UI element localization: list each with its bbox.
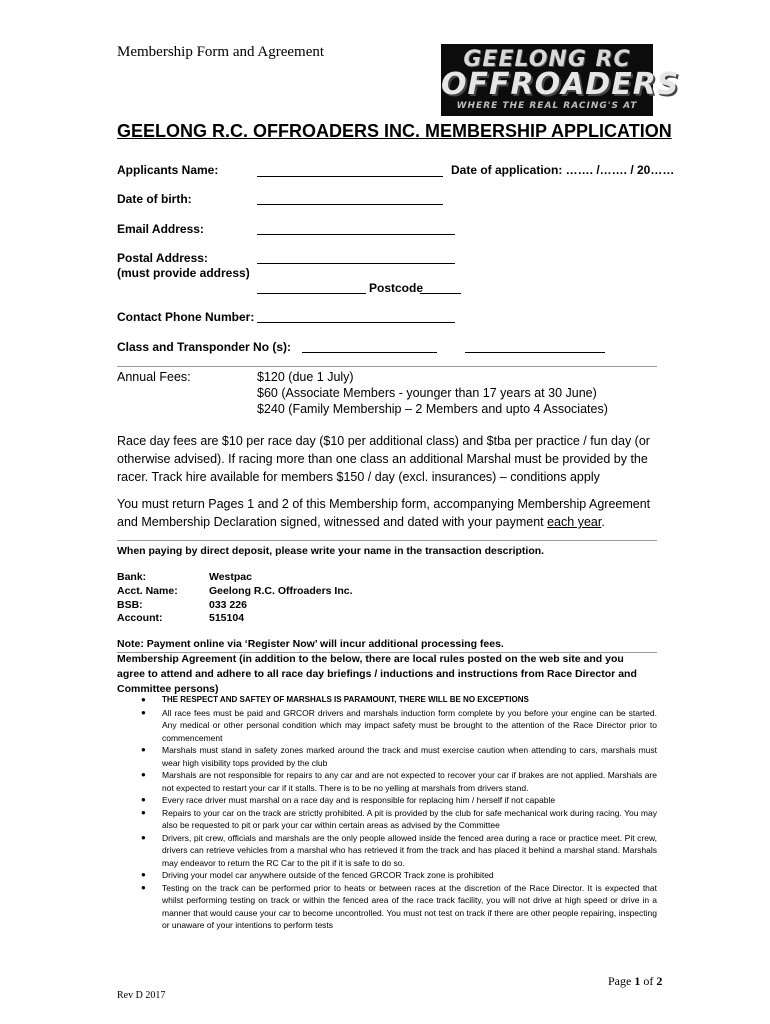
postcode-field[interactable] — [420, 281, 461, 294]
rule-item — [117, 882, 657, 932]
fee-item: $240 (Family Membership – 2 Members and upto 4 Associates) — [257, 402, 608, 416]
bsb-label: BSB: — [117, 599, 143, 611]
fee-item: $60 (Associate Members - younger than 17 years at 30 June) — [257, 386, 597, 400]
applicant-name-field[interactable] — [257, 164, 443, 177]
geelong-rc-logo — [441, 44, 680, 116]
account-value: 515104 — [209, 612, 245, 624]
page-prefix: Page — [608, 974, 635, 988]
rule-item — [117, 832, 657, 870]
rule-text: Repairs to your car on the track are strictly prohibited. A pit is provided by the club for safe mechanical work during racing. You may also be requested to pit or park your car within certain areas as advised by the Committee — [162, 807, 657, 830]
rule-item — [117, 744, 657, 769]
acct-name-value: Geelong R.C. Offroaders Inc. — [209, 585, 353, 597]
email-label: Email Address: — [117, 222, 204, 236]
rule-item — [117, 807, 657, 832]
postal-address-label: Postal Address: — [117, 251, 208, 265]
rule-text: THE RESPECT AND SAFTEY OF MARSHALS IS PARAMOUNT, THERE WILL BE NO EXCEPTIONS — [162, 695, 529, 704]
rule-item — [117, 707, 657, 745]
bank-value: Westpac — [209, 571, 252, 583]
bullet-icon: ● — [141, 832, 146, 842]
page-number — [608, 974, 662, 989]
bullet-icon: ● — [141, 695, 146, 704]
divider — [117, 540, 657, 541]
bullet-icon: ● — [141, 745, 146, 754]
dob-label: Date of birth: — [117, 192, 192, 206]
logo-tagline: WHERE THE REAL RACING'S AT — [456, 101, 638, 111]
bank-label: Bank: — [117, 571, 147, 583]
postal-address-note: (must provide address) — [117, 266, 250, 280]
bullet-icon: ● — [141, 795, 146, 804]
race-day-fees-text: Race day fees are $10 per race day ($10 per additional class) and $tba per practice / fun day (or otherwise advised). If racing more than one class an additional Marshal must be provided by the racer. Track hire available for members $150 / day (excl. insurances) – conditions apply — [117, 434, 650, 484]
email-field[interactable] — [257, 222, 455, 235]
rule-text: Every race driver must marshal on a race day and is responsible for replacing him / herself if not capable — [162, 795, 556, 805]
deposit-note: When paying by direct deposit, please write your name in the transaction description. — [117, 545, 545, 557]
date-of-application: Date of application: ……. /……. / 20…… — [451, 163, 675, 177]
rule-item — [117, 694, 657, 707]
acct-name-label: Acct. Name: — [117, 585, 178, 597]
account-label: Account: — [117, 612, 163, 624]
page-title: GEELONG R.C. OFFROADERS INC. MEMBERSHIP APPLICATION — [117, 121, 672, 141]
fee-item: $120 (due 1 July) — [257, 370, 354, 384]
return-pages-main: You must return Pages 1 and 2 of this Membership form, accompanying Membership Agreement and Membership Declaration signed, witnessed and dated with your payment — [117, 497, 651, 529]
bullet-icon: ● — [141, 770, 146, 779]
page-total: 2 — [656, 974, 663, 988]
return-pages-emphasis: each year — [547, 515, 602, 529]
bullet-icon: ● — [141, 807, 146, 817]
dob-field[interactable] — [257, 192, 443, 205]
agreement-heading: Membership Agreement (in addition to the below, there are local rules posted on the web site and you agree to attend and adhere to all race day briefings / inductions and instructions from Race Director and Committee persons) — [117, 653, 637, 695]
postal-address-field-1[interactable] — [257, 251, 455, 264]
payment-note: Note: Payment online via ‘Register Now’ will incur additional processing fees. — [117, 638, 504, 650]
rule-text: Drivers, pit crew, officials and marshals are the only people allowed inside the fenced area during a race or practice meet. Pit crew, drivers can retrieve vehicles from a marshal who has retrieved it from the track and has placed it behind a marshal stand. Marshals may endeavor to return the RC Car to the pit if it is safe to do so. — [162, 832, 657, 868]
phone-field[interactable] — [257, 310, 455, 323]
class-field[interactable] — [302, 340, 437, 353]
rule-item — [117, 794, 657, 807]
rule-text: Testing on the track can be performed prior to heats or between races at the discretion of the Race Director. It is expected that whilst performing testing on track or within the fenced area of the race track facility, you will not drive at high speed or drive in a manner that would cause your car to become uncontrolled. You must not test on track if there are other people repairing, inspecting or unaware of your intentions to perform tests — [162, 882, 657, 930]
applicant-name-label: Applicants Name: — [117, 163, 219, 177]
rules-list — [117, 694, 657, 932]
page-mid: of — [640, 974, 657, 988]
form-header-title: Membership Form and Agreement — [117, 44, 325, 60]
logo-line1: GEELONG RC — [463, 47, 631, 72]
transponder-field[interactable] — [465, 340, 605, 353]
bullet-icon: ● — [141, 707, 146, 717]
postcode-label: Postcode — [369, 281, 424, 295]
rule-text: Marshals must stand in safety zones marked around the track and must exercise caution when attending to cars, marshals must wear high visibility tops provided by the club — [162, 745, 657, 768]
class-transponder-label: Class and Transponder No (s): — [117, 340, 292, 354]
postal-address-field-2[interactable] — [257, 281, 366, 294]
rule-item — [117, 769, 657, 794]
rule-text: All race fees must be paid and GRCOR drivers and marshals induction form complete by you before your engine can be started. Any medical or other personal condition which may impact safety must be brought to the attention of the Race Director prior to commencement — [162, 707, 657, 743]
bsb-value: 033 226 — [209, 599, 247, 611]
revision-label: Rev D 2017 — [117, 990, 166, 1001]
page-current: 1 — [634, 974, 641, 988]
phone-label: Contact Phone Number: — [117, 310, 255, 324]
logo-line2: OFFROADERS — [441, 67, 680, 102]
return-pages-text — [117, 495, 657, 531]
rule-text: Driving your model car anywhere outside of the fenced GRCOR Track zone is prohibited — [162, 870, 494, 880]
divider — [117, 366, 657, 367]
bullet-icon: ● — [141, 870, 146, 879]
annual-fees-label: Annual Fees: — [117, 370, 191, 384]
bullet-icon: ● — [141, 882, 146, 892]
rule-item — [117, 869, 657, 882]
return-pages-end: . — [601, 515, 605, 529]
rule-text: Marshals are not responsible for repairs to any car and are not expected to recover your car if brakes are not applied. Marshals are not expected to restart your car if it stalls. There is to be no yelling at marshals from drivers stand. — [162, 770, 657, 793]
